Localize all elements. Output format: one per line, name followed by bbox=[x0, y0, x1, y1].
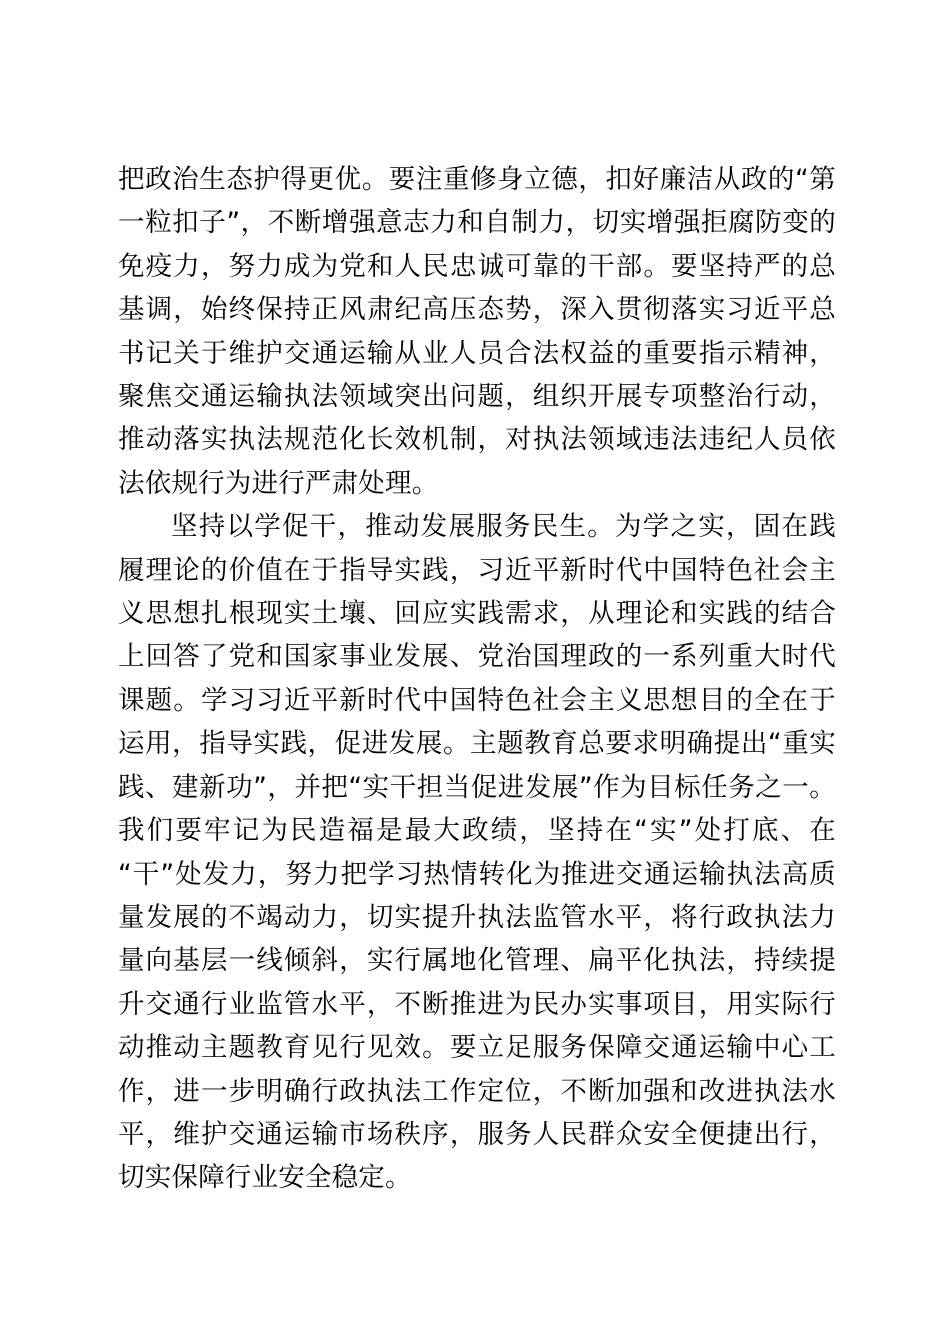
document-body bbox=[118, 158, 836, 1200]
paragraph-2: 坚持以学促干，推动发展服务民生。为学之实，固在践履理论的价值在于指导实践，习近平新时代中国特色社会主义思想扎根现实土壤、回应实践需求，从理论和实践的结合上回答了党和国家事业发展、党治国理政的一系列重大时代课题。学习习近平新时代中国特色社会主义思想目的全在于运用，指导实践，促进发展。主题教育总要求明确提出“重实践、建新功”，并把“实干担当促进发展”作为目标任务之一。我们要牢记为民造福是最大政绩，坚持在“实”处打底、在“干”处发力，努力把学习热情转化为推进交通运输执法高质量发展的不竭动力，切实提升执法监管水平，将行政执法力量向基层一线倾斜，实行属地化管理、扁平化执法，持续提升交通行业监管水平，不断推进为民办实事项目，用实际行动推动主题教育见行见效。要立足服务保障交通运输中心工作，进一步明确行政执法工作定位，不断加强和改进执法水平，维护交通运输市场秩序，服务人民群众安全便捷出行，切实保障行业安全稳定。 bbox=[118, 511, 836, 1194]
paragraph-1: 把政治生态护得更优。要注重修身立德，扣好廉洁从政的“第一粒扣子”，不断增强意志力和自制力，切实增强拒腐防变的免疫力，努力成为党和人民忠诚可靠的干部。要坚持严的总基调，始终保持正风肃纪高压态势，深入贯彻落实习近平总书记关于维护交通运输从业人员合法权益的重要指示精神，聚焦交通运输执法领域突出问题，组织开展专项整治行动，推动落实执法规范化长效机制，对执法领域违法违纪人员依法依规行为进行严肃处理。 bbox=[118, 164, 836, 499]
